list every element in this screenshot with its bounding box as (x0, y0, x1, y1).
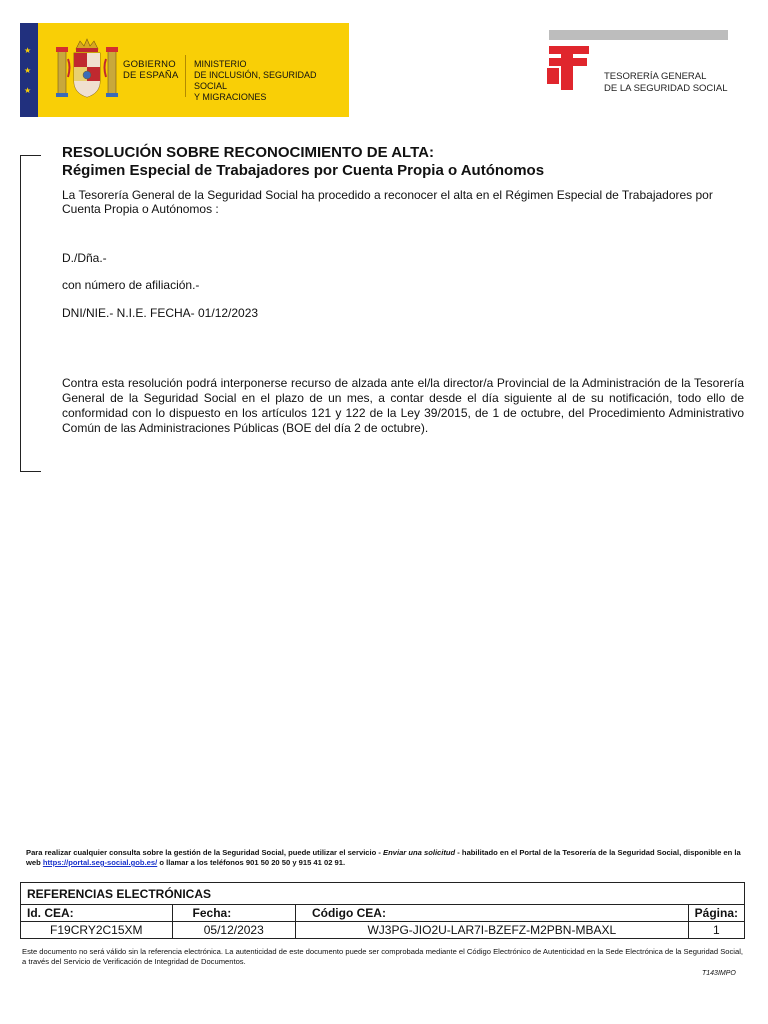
name-field: D./Dña.- (62, 251, 107, 265)
tgss-line: TESORERÍA GENERAL (604, 71, 707, 82)
service-name: Enviar una solicitud (383, 848, 456, 857)
subtitle-line: Régimen Especial de Trabajadores por Cuenta Propia o Autónomos (62, 162, 545, 179)
form-code: T143IMPO (702, 970, 736, 977)
star-icon: ★ (24, 46, 32, 55)
id-cea-value: F19CRY2C15XM (21, 922, 173, 939)
note-text: - habilitado en el Portal de la Tesorería de la Seguridad Social, disponible en la web (26, 848, 741, 867)
references-table (20, 882, 745, 939)
ministerio-line: Y MIGRACIONES (194, 92, 267, 102)
intro-paragraph: La Tesorería General de la Seguridad Social ha procedido a reconocer el alta en el Régimen Especial de Trabajadores por Cuenta Propia o Autónomos : (62, 188, 713, 216)
gobierno-banner (20, 23, 349, 117)
gobierno-label (123, 59, 178, 81)
codigo-cea-value: WJ3PG-JIO2U-LAR7I-BZEFZ-M2PBN-MBAXL (295, 922, 688, 939)
note-text: o llamar a los teléfonos 901 50 20 50 y 915 41 02 91. (157, 858, 346, 867)
tgss-grey-bar (549, 30, 728, 40)
ministerio-line: MINISTERIO (194, 59, 247, 69)
header-pagina: Página: (688, 905, 744, 922)
dni-field: DNI/NIE.- N.I.E. FECHA- 01/12/2023 (62, 306, 259, 320)
star-icon: ★ (24, 66, 32, 75)
disclaimer: Este documento no será válido sin la referencia electrónica. La autenticidad de este documento puede ser comprobada mediante el Código Electrónico de Autenticidad en la Sede Electrónica de la Seguridad Social, a través del Servicio de Verificación de Integridad de Documentos. (22, 947, 744, 966)
banner-divider (185, 55, 186, 97)
title-line: RESOLUCIÓN SOBRE RECONOCIMIENTO DE ALTA: (62, 144, 434, 161)
ministerio-line: DE INCLUSIÓN, SEGURIDAD SOCIAL (194, 70, 317, 91)
ministerio-label (194, 59, 349, 103)
bracket-bottom (20, 471, 41, 472)
fecha-value: 05/12/2023 (172, 922, 295, 939)
left-bracket (20, 155, 41, 472)
portal-link[interactable]: https://portal.seg-social.gob.es/ (42, 858, 158, 867)
eu-flag-strip (20, 23, 38, 117)
tgss-line: DE LA SEGURIDAD SOCIAL (604, 83, 728, 94)
references-title: REFERENCIAS ELECTRÓNICAS (21, 883, 745, 905)
header-codigo-cea: Código CEA: (295, 905, 688, 922)
gobierno-line: DE ESPAÑA (123, 70, 179, 81)
note-text: Para realizar cualquier consulta sobre la gestión de la Seguridad Social, puede utilizar el servicio - (26, 848, 384, 857)
bracket-top (20, 155, 41, 156)
tgss-logo-icon (547, 44, 591, 92)
pagina-value: 1 (688, 922, 744, 939)
header-id-cea: Id. CEA: (21, 905, 173, 922)
affiliation-field: con número de afiliación.- (62, 278, 200, 292)
tgss-label (604, 71, 728, 95)
gobierno-line: GOBIERNO (123, 59, 176, 70)
star-icon: ★ (24, 86, 32, 95)
document-title (62, 144, 544, 180)
coat-of-arms-icon (54, 37, 134, 103)
legal-paragraph: Contra esta resolución podrá interponerse recurso de alzada ante el/la director/a Provincial de la Administración de la Tesorería General de la Seguridad Social en el plazo de un mes, a contar desde el día siguiente al de su notificación, todo ello de conformidad con lo dispuesto en los artículos 121 y 122 de la Ley 39/2015, de 1 de octubre, del Procedimiento Administrativo Común de las Administraciones Públicas (BOE del día 2 de octubre). (62, 376, 744, 435)
contact-note (26, 848, 741, 868)
header-fecha: Fecha: (172, 905, 295, 922)
